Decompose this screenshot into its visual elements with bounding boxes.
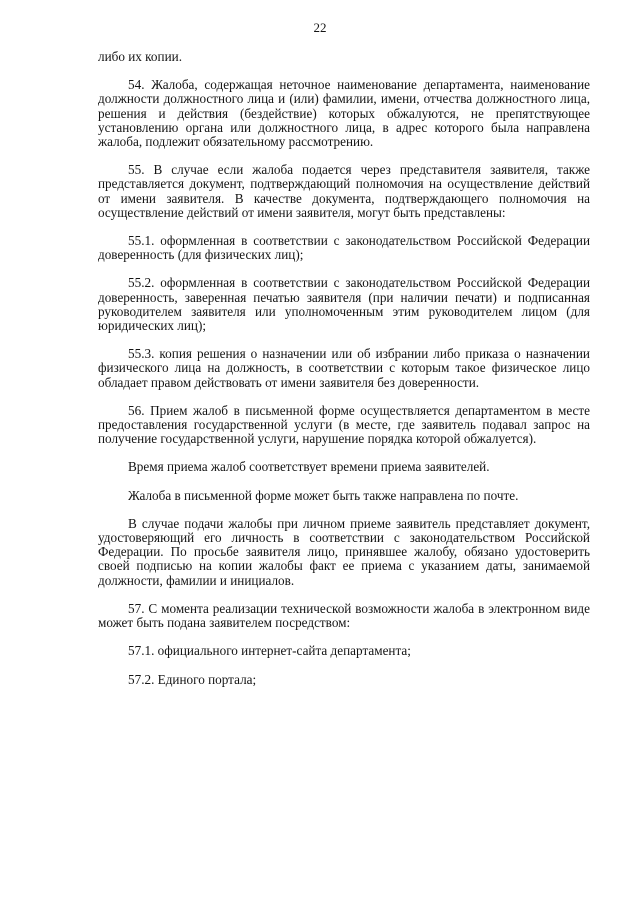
document-body (98, 50, 590, 687)
paragraph-57-2: 57.2. Единого портала; (128, 671, 257, 687)
paragraph-postal: Жалоба в письменной форме может быть также направлена по почте. (128, 487, 519, 503)
paragraph-55: 55. В случае если жалоба подается через представителя заявителя, также представляется документ, подтверждающий полномочия на осуществление действий от имени заявителя. В качестве документа, подтверждающего полномочия на осуществление действий от имени заявителя, могут быть представлены: (98, 162, 590, 220)
paragraph-55-2: 55.2. оформленная в соответствии с законодательством Российской Федерации доверенность, заверенная печатью заявителя (при наличии печати) и подписанная руководителем заявителя или уполномоченным этим руководителем лицом (для юридических лиц); (98, 275, 590, 334)
paragraph-56: 56. Прием жалоб в письменной форме осуществляется департаментом в месте предоставления государственной услуги (в месте, где заявитель подавал запрос на получение государственной услуги, нарушение порядка которой обжалуется). (98, 402, 590, 447)
paragraph-55-1: 55.1. оформленная в соответствии с законодательством Российской Федерации доверенность (для физических лиц); (98, 233, 590, 263)
paragraph-personal-reception: В случае подачи жалобы при личном приеме заявитель представляет документ, удостоверяющий его личность в соответствии с законодательством Российской Федерации. По просьбе заявителя лицо, принявшее жалобу, обязано удостоверить своей подписью на копии жалобы факт ее приема с указанием даты, занимаемой должности, фамилии и инициалов. (98, 515, 590, 588)
page-number: 22 (313, 20, 327, 35)
paragraph-57: 57. С момента реализации технической возможности жалоба в электронном виде может быть подана заявителем посредством: (98, 600, 590, 631)
paragraph-54: 54. Жалоба, содержащая неточное наименование департамента, наименование должности должностного лица и (или) фамилии, имени, отчества должностного лица, решения и действия (бездействие) которых обжалуются, не препятствующее установлению органа или должностного лица, в адрес которого была направлена жалоба, подлежит обязательному рассмотрению. (98, 77, 590, 150)
paragraph-continuation: либо их копии. (98, 49, 182, 64)
paragraph-55-3: 55.3. копия решения о назначении или об избрании либо приказа о назначении физического лица на должность, в соответствии с которым такое физическое лицо обладает правом действовать от имени заявителя без доверенности. (98, 346, 590, 390)
paragraph-reception-time: Время приема жалоб соответствует времени приема заявителей. (128, 459, 490, 475)
paragraph-57-1: 57.1. официального интернет-сайта департамента; (128, 643, 411, 659)
